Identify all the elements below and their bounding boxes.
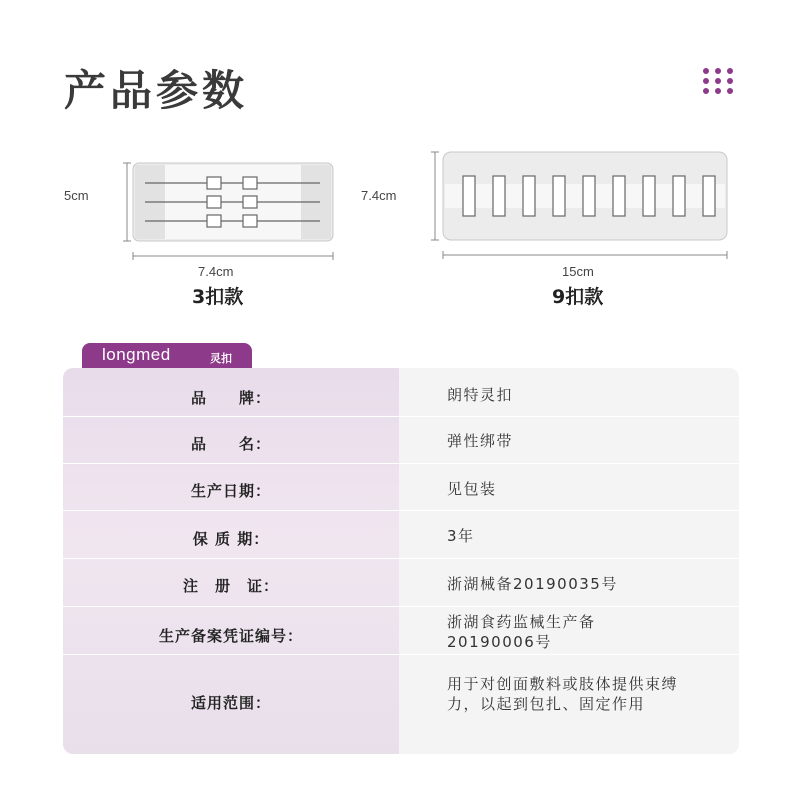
bandage-3-buckle-diagram [115, 155, 340, 265]
height-label-9: 7.4cm [361, 188, 397, 203]
brand-logo-cn: 灵扣 [210, 352, 232, 365]
spec-label: 生产备案凭证编号： [158, 627, 303, 645]
width-label-3: 7.4cm [198, 264, 234, 279]
spec-row-production-date [63, 463, 739, 510]
spec-row-registration [63, 558, 739, 606]
spec-label: 生产日期： [190, 482, 271, 500]
width-label-9: 15cm [562, 264, 594, 279]
bandage-9-buckle-diagram [425, 148, 735, 263]
spec-label: 品 名： [190, 435, 271, 453]
brand-logo: longmed [102, 345, 171, 364]
variant-label-3: 3扣款 [192, 286, 244, 308]
spec-label: 品 牌： [190, 389, 271, 407]
spec-label: 保 质 期： [192, 530, 270, 548]
spec-value: 朗特灵扣 [447, 386, 514, 404]
spec-row-shelf-life [63, 510, 739, 558]
spec-row-product-name [63, 416, 739, 463]
variant-label-9: 9扣款 [552, 286, 604, 308]
spec-value: 浙湖食药监械生产备20190006号 [447, 613, 596, 651]
spec-row-brand [63, 368, 739, 416]
spec-row-scope [63, 654, 739, 754]
spec-table [63, 368, 739, 754]
spec-label: 注 册 证： [182, 577, 279, 595]
height-label-3: 5cm [64, 188, 89, 203]
spec-value: 见包装 [447, 480, 497, 498]
brand-tab [82, 343, 252, 371]
spec-value: 弹性绑带 [447, 432, 514, 450]
spec-value: 用于对创面敷料或肢体提供束缚力，以起到包扎、固定作用 [447, 675, 679, 713]
page-title: 产品参数 [64, 66, 249, 115]
spec-row-production-filing [63, 606, 739, 654]
spec-label: 适用范围： [190, 694, 271, 712]
spec-value: 浙湖械备20190035号 [447, 575, 618, 593]
spec-value: 3年 [447, 527, 475, 545]
dots-grid-icon [700, 66, 736, 96]
